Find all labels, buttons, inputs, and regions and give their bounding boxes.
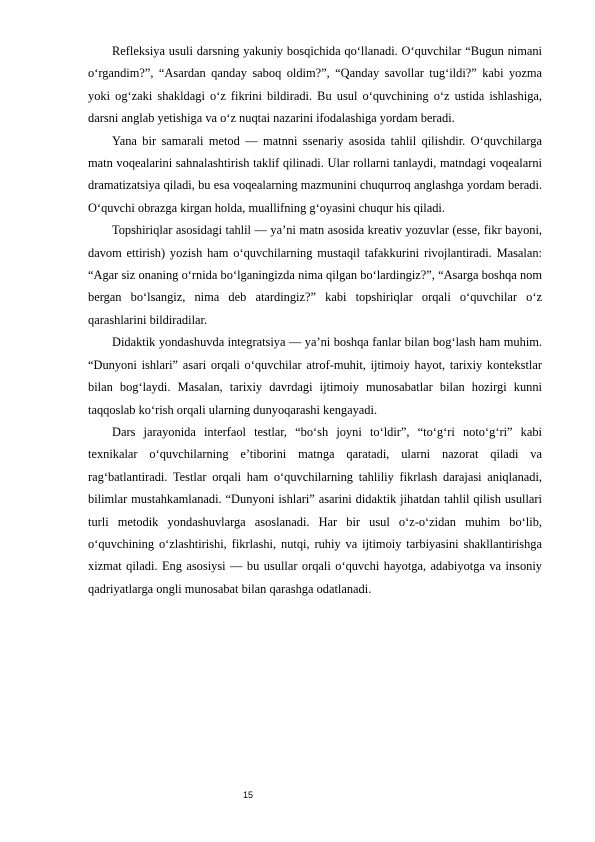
page-number: 15 bbox=[243, 790, 254, 800]
page-body bbox=[88, 40, 542, 600]
paragraph-task-based-analysis: Topshiriqlar asosidagi tahlil — ya’ni matn asosida kreativ yozuvlar (esse, fikr bayoni, davom ettirish) yozish ham o‘quvchilarning mustaqil tafakkurini rivojlantiradi. Masalan: “Agar siz onaning o‘rnida bo‘lganingizda nima qilgan bo‘lardingiz?”, “Asarga boshqa nom bergan bo‘lsangiz, nima deb atardingiz?” kabi topshiriqlar orqali o‘quvchilar o‘z qarashlarini bildiradilar. bbox=[88, 223, 542, 327]
paragraph-interactive-tests: Dars jarayonida interfaol testlar, “bo‘sh joyni to‘ldir”, “to‘g‘ri noto‘g‘ri” kabi texnikalar o‘quvchilarning e’tiborini matnga qaratadi, ularni nazorat qiladi va rag‘batlantiradi. Testlar orqali ham o‘quvchilarning tahliliy fikrlash darajasi aniqlanadi, bilimlar mustahkamlanadi. “Dunyoni ishlari” asarini didaktik jihatdan tahlil qilish usullari turli metodik yondashuvlarga asoslanadi. Har bir usul o‘z-o‘zidan muhim bo‘lib, o‘quvchining o‘zlashtirishi, fikrlashi, nutqi, ruhiy va ijtimoiy tarbiyasini shakllantirishga xizmat qiladi. Eng asosiysi — bu usullar orqali o‘quvchi hayotga, adabiyotga va insoniy qadriyatlarga ongli munosabat bilan qarashga odatlanadi. bbox=[88, 424, 542, 596]
paragraph-integration: Didaktik yondashuvda integratsiya — ya’ni boshqa fanlar bilan bog‘lash ham muhim. “Dunyoni ishlari” asari orqali o‘quvchilar atrof-muhit, ijtimoiy hayot, tarixiy kontekstlar bilan bog‘laydi. Masalan, tarixiy davrdagi ijtimoiy munosabatlar bilan hozirgi kunni taqqoslab ko‘rish orqali ularning dunyoqarashi kengayadi. bbox=[88, 335, 542, 417]
paragraph-reflection-method: Refleksiya usuli darsning yakuniy bosqichida qo‘llanadi. O‘quvchilar “Bugun nimani o‘rgandim?”, “Asardan qanday saboq oldim?”, “Qanday savollar tug‘ildi?” kabi yozma yoki og‘zaki shakldagi o‘z fikrini bildiradi. Bu usul o‘quvchining o‘z ustida ishlashiga, darsni anglab yetishiga va o‘z nuqtai nazarini ifodalashiga yordam beradi. bbox=[88, 44, 542, 126]
paragraph-scenario-analysis: Yana bir samarali metod — matnni ssenariy asosida tahlil qilishdir. O‘quvchilarga matn voqealarini sahnalashtirish taklif qilinadi. Ular rollarni tanlaydi, matndagi voqealarni dramatizatsiya qiladi, bu esa voqealarning mazmunini chuqurroq anglashga yordam beradi. O‘quvchi obrazga kirgan holda, muallifning g‘oyasini chuqur his qiladi. bbox=[88, 133, 542, 215]
